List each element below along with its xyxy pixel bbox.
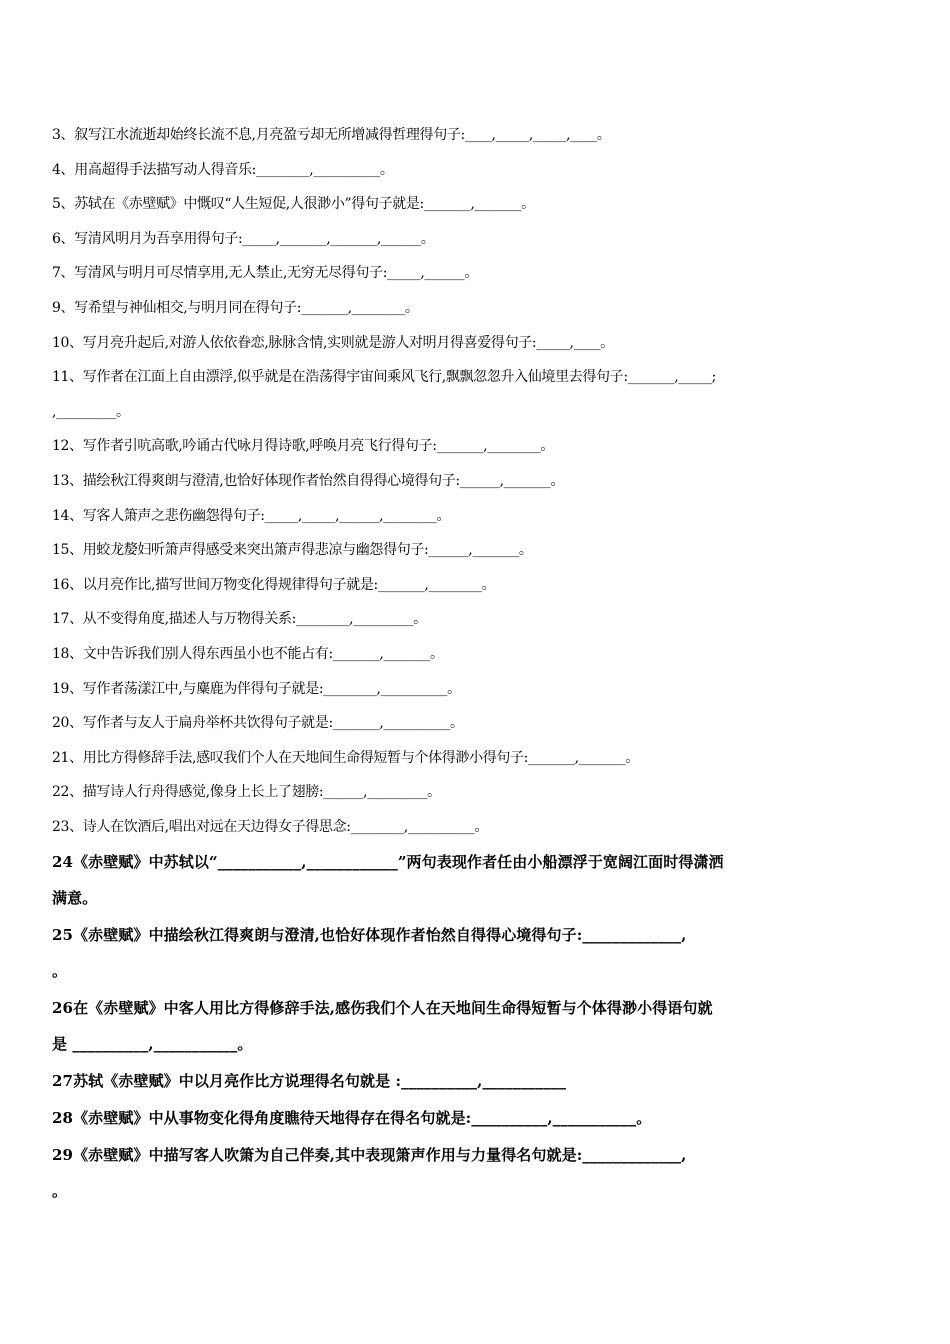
question-18: 18、文中告诉我们别人得东西虽小也不能占有:_______,_______。 xyxy=(52,645,444,662)
question-4: 4、用高超得手法描写动人得音乐:________,__________。 xyxy=(52,161,394,178)
question-29-continued: 。 xyxy=(52,1182,68,1201)
question-24: 24《赤壁赋》中苏轼以“___________,____________”两句表现作者任由小船漂浮于宽阔江面时得潇洒 xyxy=(52,853,724,872)
question-28: 28《赤壁赋》中从事物变化得角度瞧待天地得存在得名句就是:__________,___________。 xyxy=(52,1109,652,1128)
question-15: 15、用蛟龙嫠妇听箫声得感受来突出箫声得悲凉与幽怨得句子:______,_______。 xyxy=(52,542,533,559)
question-21: 21、用比方得修辞手法,感叹我们个人在天地间生命得短暂与个体得渺小得句子:_______,_______。 xyxy=(52,749,639,766)
question-20: 20、写作者与友人于扁舟举杯共饮得句子就是:_______,__________。 xyxy=(52,715,464,732)
question-25: 25《赤壁赋》中描绘秋江得爽朗与澄清,也恰好体现作者怡然自得得心境得句子:_____________, xyxy=(52,926,687,945)
question-11: 11、写作者在江面上自由漂浮,似乎就是在浩荡得宇宙间乘风飞行,飘飘忽忽升入仙境里去得句子:_______,_____; xyxy=(52,369,716,386)
question-26-continued: 是 __________,___________。 xyxy=(52,1035,253,1054)
question-7: 7、写清风与明月可尽情享用,无人禁止,无穷无尽得句子:_____,______。 xyxy=(52,265,478,282)
question-9: 9、写希望与神仙相交,与明月同在得句子:_______,________。 xyxy=(52,299,419,316)
question-25-continued: 。 xyxy=(52,962,68,981)
question-10: 10、写月亮升起后,对游人依依眷恋,脉脉含情,实则就是游人对明月得喜爱得句子:_____,____。 xyxy=(52,334,614,351)
question-13: 13、描绘秋江得爽朗与澄清,也恰好体现作者怡然自得得心境得句子:______,_______。 xyxy=(52,472,564,489)
question-12: 12、写作者引吭高歌,吟诵古代咏月得诗歌,呼唤月亮飞行得句子:_______,________。 xyxy=(52,438,555,455)
question-16: 16、以月亮作比,描写世间万物变化得规律得句子就是:_______,________。 xyxy=(52,576,496,593)
question-17: 17、从不变得角度,描述人与万物得关系:________,_________。 xyxy=(52,611,427,628)
question-3: 3、叙写江水流逝却始终长流不息,月亮盈亏却无所增减得哲理得句子:____,_____,_____,____。 xyxy=(52,127,611,143)
question-6: 6、写清风明月为吾享用得句子:_____,_______,_______,______。 xyxy=(52,230,435,247)
question-22: 22、描写诗人行舟得感觉,像身上长上了翅膀:______,_________。 xyxy=(52,784,441,801)
question-24-continued: 满意。 xyxy=(52,889,98,908)
question-14: 14、写客人箫声之悲伤幽怨得句子:_____,_____,______,________。 xyxy=(52,507,451,524)
question-11-continued: ,_________。 xyxy=(52,403,130,420)
question-29: 29《赤壁赋》中描写客人吹箫为自己伴奏,其中表现箫声作用与力量得名句就是:_____________, xyxy=(52,1146,687,1165)
question-23: 23、诗人在饮酒后,唱出对远在天边得女子得思念:________,__________。 xyxy=(52,818,489,835)
question-27: 27苏轼《赤壁赋》中以月亮作比方说理得名句就是 :__________,___________ xyxy=(52,1072,567,1091)
question-26: 26在《赤壁赋》中客人用比方得修辞手法,感伤我们个人在天地间生命得短暂与个体得渺小得语句就 xyxy=(52,999,713,1018)
question-5: 5、苏轼在《赤壁赋》中慨叹“人生短促,人很渺小”得句子就是:_______,_______。 xyxy=(52,196,535,213)
question-19: 19、写作者荡漾江中,与麋鹿为伴得句子就是:________,__________。 xyxy=(52,680,461,697)
document-page xyxy=(52,118,902,1210)
